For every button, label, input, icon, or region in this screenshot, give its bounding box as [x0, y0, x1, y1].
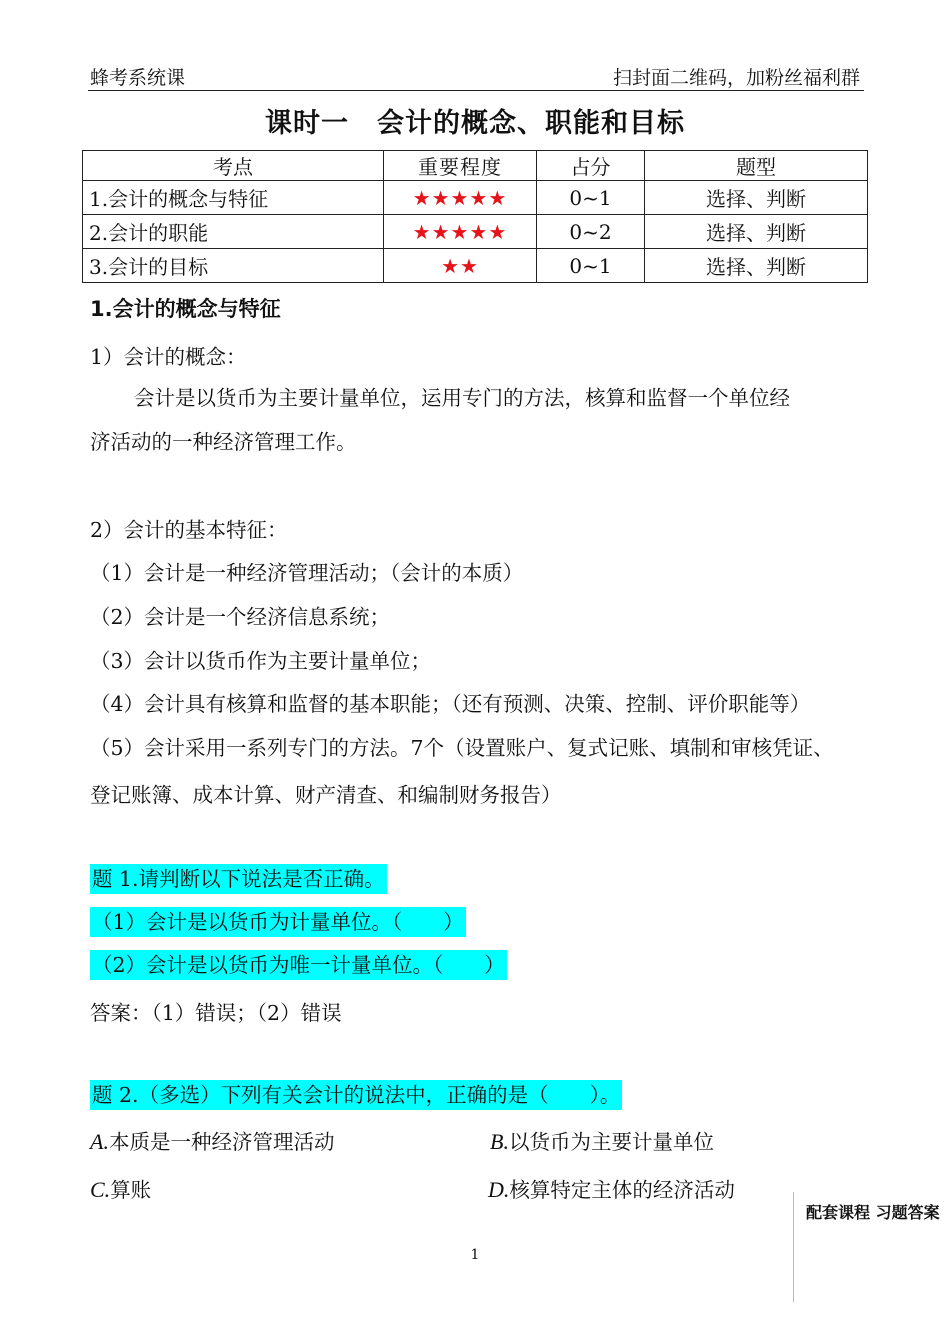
option-text: 以货币为主要计量单位	[508, 1130, 714, 1154]
feature-item-2: （2）会计是一个经济信息系统；	[90, 605, 391, 629]
header-rule	[88, 90, 864, 91]
option-letter: B.	[490, 1129, 509, 1154]
option-letter: C.	[90, 1177, 111, 1202]
section-heading: 1.会计的概念与特征	[90, 297, 281, 321]
features-label: 2）会计的基本特征：	[90, 518, 288, 542]
cell-type: 选择、判断	[645, 249, 868, 283]
cell-topic: 2.会计的职能	[83, 215, 384, 249]
option-text: 本质是一种经济管理活动	[108, 1130, 335, 1154]
cell-topic: 3.会计的目标	[83, 249, 384, 283]
col-header-topic: 考点	[83, 151, 384, 181]
cell-stars: ★★★★★	[384, 215, 537, 249]
cell-type: 选择、判断	[645, 215, 868, 249]
cell-type: 选择、判断	[645, 181, 868, 215]
header-right-text: 扫封面二维码，加粉丝福利群	[612, 67, 860, 89]
feature-item-1: （1）会计是一种经济管理活动；（会计的本质）	[90, 561, 524, 585]
table-header-row	[83, 151, 868, 181]
highlighted-text: （2）会计是以货币为唯一计量单位。（ ）	[90, 950, 507, 980]
table-row	[83, 181, 868, 215]
question-1-stem	[90, 864, 387, 894]
cell-score: 0~1	[537, 249, 645, 283]
feature-item-3: （3）会计以货币作为主要计量单位；	[90, 649, 432, 673]
col-header-type: 题型	[645, 151, 868, 181]
concept-text-line1: 会计是以货币为主要计量单位，运用专门的方法，核算和监督一个单位经	[134, 386, 790, 410]
question-2-stem	[90, 1080, 622, 1110]
cell-stars: ★★★★★	[384, 181, 537, 215]
concept-label: 1）会计的概念：	[90, 345, 247, 369]
col-header-score: 占分	[537, 151, 645, 181]
feature-item-4: （4）会计具有核算和监督的基本职能；（还有预测、决策、控制、评价职能等）	[90, 692, 811, 716]
highlighted-text: （1）会计是以货币为计量单位。（ ）	[90, 907, 466, 937]
question-1-answer: 答案：（1）错误；（2）错误	[90, 1001, 342, 1025]
page-number: 1	[470, 1247, 480, 1263]
page-title: 课时一 会计的概念、职能和目标	[265, 108, 685, 139]
cell-topic: 1.会计的概念与特征	[83, 181, 384, 215]
option-letter: D.	[488, 1177, 510, 1202]
highlighted-text: 题 2.（多选）下列有关会计的说法中，正确的是（ ）。	[90, 1080, 622, 1110]
table-row	[83, 249, 868, 283]
option-c	[90, 1173, 151, 1203]
cell-score: 0~1	[537, 181, 645, 215]
option-letter: A.	[90, 1129, 109, 1154]
cell-stars: ★★	[384, 249, 537, 283]
side-course-label[interactable]: 配套课程 习题答案	[806, 1203, 940, 1222]
feature-item-5-line2: 登记账簿、成本计算、财产清查、和编制财务报告）	[90, 783, 562, 807]
question-1-statement-1	[90, 907, 466, 937]
option-d	[488, 1173, 735, 1203]
table-row	[83, 215, 868, 249]
cell-score: 0~2	[537, 215, 645, 249]
option-text: 核算特定主体的经济活动	[509, 1178, 735, 1202]
option-b	[490, 1125, 714, 1155]
topic-table	[82, 150, 868, 283]
question-1-statement-2	[90, 950, 507, 980]
concept-text-line2: 济活动的一种经济管理工作。	[90, 430, 357, 454]
feature-item-5-line1: （5）会计采用一系列专门的方法。7个（设置账户、复式记账、填制和审核凭证、	[90, 736, 834, 760]
col-header-importance: 重要程度	[384, 151, 537, 181]
header-left-text: 蜂考系统课	[90, 67, 186, 89]
highlighted-text: 题 1.请判断以下说法是否正确。	[90, 864, 387, 894]
option-a	[90, 1125, 334, 1155]
option-text: 算账	[110, 1178, 152, 1202]
